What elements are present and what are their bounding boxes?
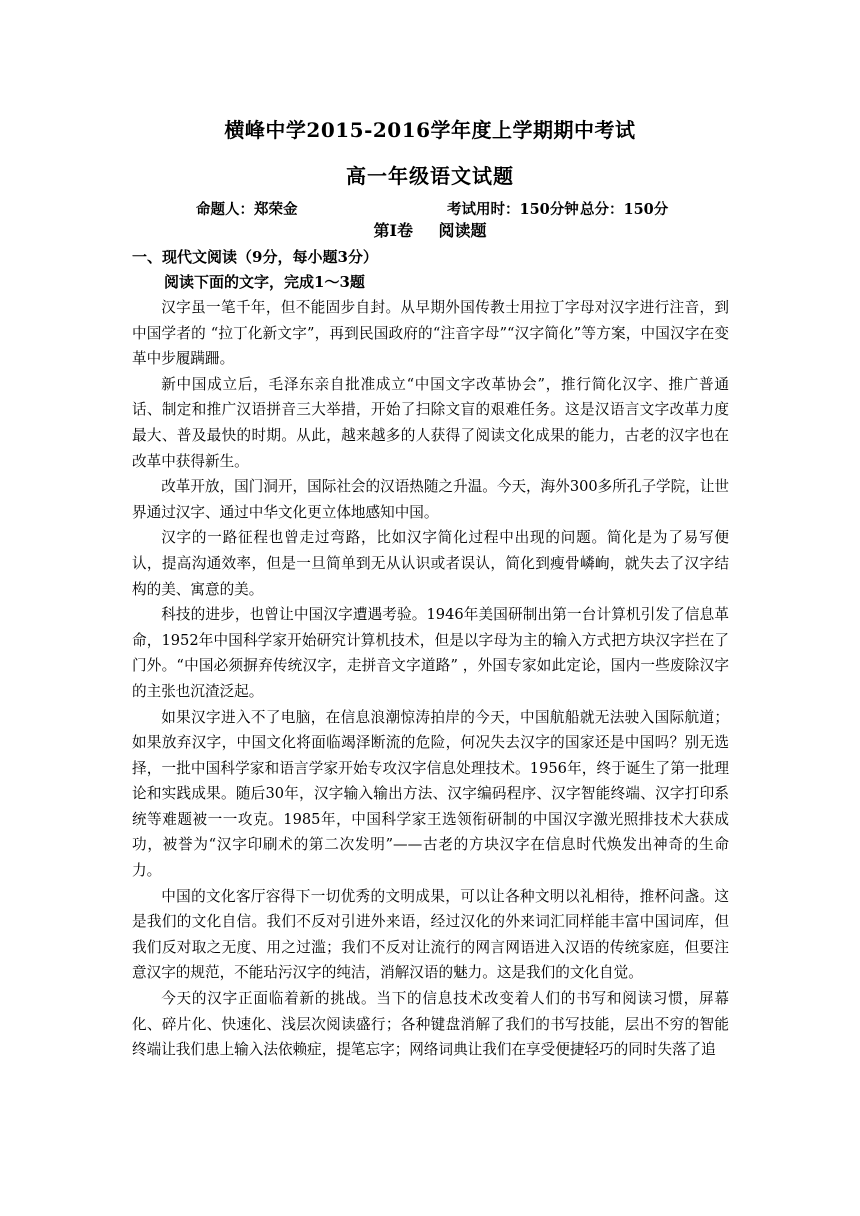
- reading-passage: [132, 295, 729, 1063]
- volume-label: 第Ⅰ卷: [373, 221, 413, 240]
- paragraph: 汉字的一路征程也曾走过弯路，比如汉字简化过程中出现的问题。简化是为了易写便认，提高沟通效率，但是一旦简单到无从认识或者误认，简化到瘦骨嶙峋，就失去了汉字结构的美、寓意的美。: [132, 529, 729, 598]
- volume-name: 阅读题: [438, 221, 487, 240]
- volume-heading: [0, 218, 860, 241]
- author-label: 命题人：郑荣金: [196, 201, 298, 218]
- paragraph: 中国的文化客厅容得下一切优秀的文明成果，可以让各种文明以礼相待，推杯问盏。这是我们的文化自信。我们不反对引进外来语，经过汉化的外来词汇同样能丰富中国词库，但我们反对取之无度、用之过滥；我们不反对让流行的网言网语进入汉语的传统家庭，但要注意汉字的规范，不能玷污汉字的纯洁，消解汉语的魅力。这是我们的文化自觉。: [132, 887, 729, 982]
- reading-instruction: 阅读下面的文字，完成1～3题: [164, 273, 365, 291]
- total-score-label: 总分：150分: [580, 201, 669, 218]
- paragraph: 科技的进步，也曾让中国汉字遭遇考验。1946年美国研制出第一台计算机引发了信息革命，1952年中国科学家开始研究计算机技术，但是以字母为主的输入方式把方块汉字拦在了门外。“中国必须摒弃传统汉字，走拼音文字道路” ，外国专家如此定论，国内一些废除汉字的主张也沉渣泛起。: [132, 606, 729, 700]
- paragraph: 汉字虽一笔千年，但不能固步自封。从早期外国传教士用拉丁字母对汉字进行注音，到中国学者的 “拉丁化新文字”，再到民国政府的“注音字母”“汉字简化”等方案，中国汉字在变革中步履蹒跚。: [132, 299, 729, 368]
- paragraph: 今天的汉字正面临着新的挑战。当下的信息技术改变着人们的书写和阅读习惯，屏幕化、碎片化、快速化、浅层次阅读盛行；各种键盘消解了我们的书写技能，层出不穷的智能终端让我们患上输入法依赖症，提笔忘字；网络词典让我们在享受便捷轻巧的同时失落了追: [132, 990, 729, 1059]
- exam-title: 横峰中学2015-2016学年度上学期期中考试: [224, 118, 636, 142]
- paragraph: 如果汉字进入不了电脑，在信息浪潮惊涛拍岸的今天，中国航船就无法驶入国际航道；如果放弃汉字，中国文化将面临竭泽断流的危险，何况失去汉字的国家还是中国吗？别无选择，一批中国科学家和语言学家开始专攻汉字信息处理技术。1956年，终于诞生了第一批理论和实践成果。随后30年，汉字输入输出方法、汉字编码程序、汉字智能终端、汉字打印系统等难题被一一攻克。1985年，中国科学家王选领衔研制的中国汉字激光照排技术大获成功，被誉为“汉字印刷术的第二次发明”——古老的方块汉字在信息时代焕发出神奇的生命力。: [132, 708, 729, 880]
- exam-time-label: 考试用时：150分钟: [447, 201, 579, 218]
- paragraph: 新中国成立后，毛泽东亲自批准成立“中国文字改革协会”，推行简化汉字、推广普通话、制定和推广汉语拼音三大举措，开始了扫除文盲的艰难任务。这是汉语言文字改革力度最大、普及最快的时期。从此，越来越多的人获得了阅读文化成果的能力，古老的汉字也在改革中获得新生。: [132, 375, 729, 470]
- exam-subtitle: 高一年级语文试题: [346, 164, 514, 188]
- paragraph: 改革开放，国门洞开，国际社会的汉语热随之升温。今天，海外300多所孔子学院，让世界通过汉字、通过中华文化更立体地感知中国。: [132, 478, 730, 521]
- section-heading: 一、现代文阅读（9分，每小题3分）: [132, 248, 378, 266]
